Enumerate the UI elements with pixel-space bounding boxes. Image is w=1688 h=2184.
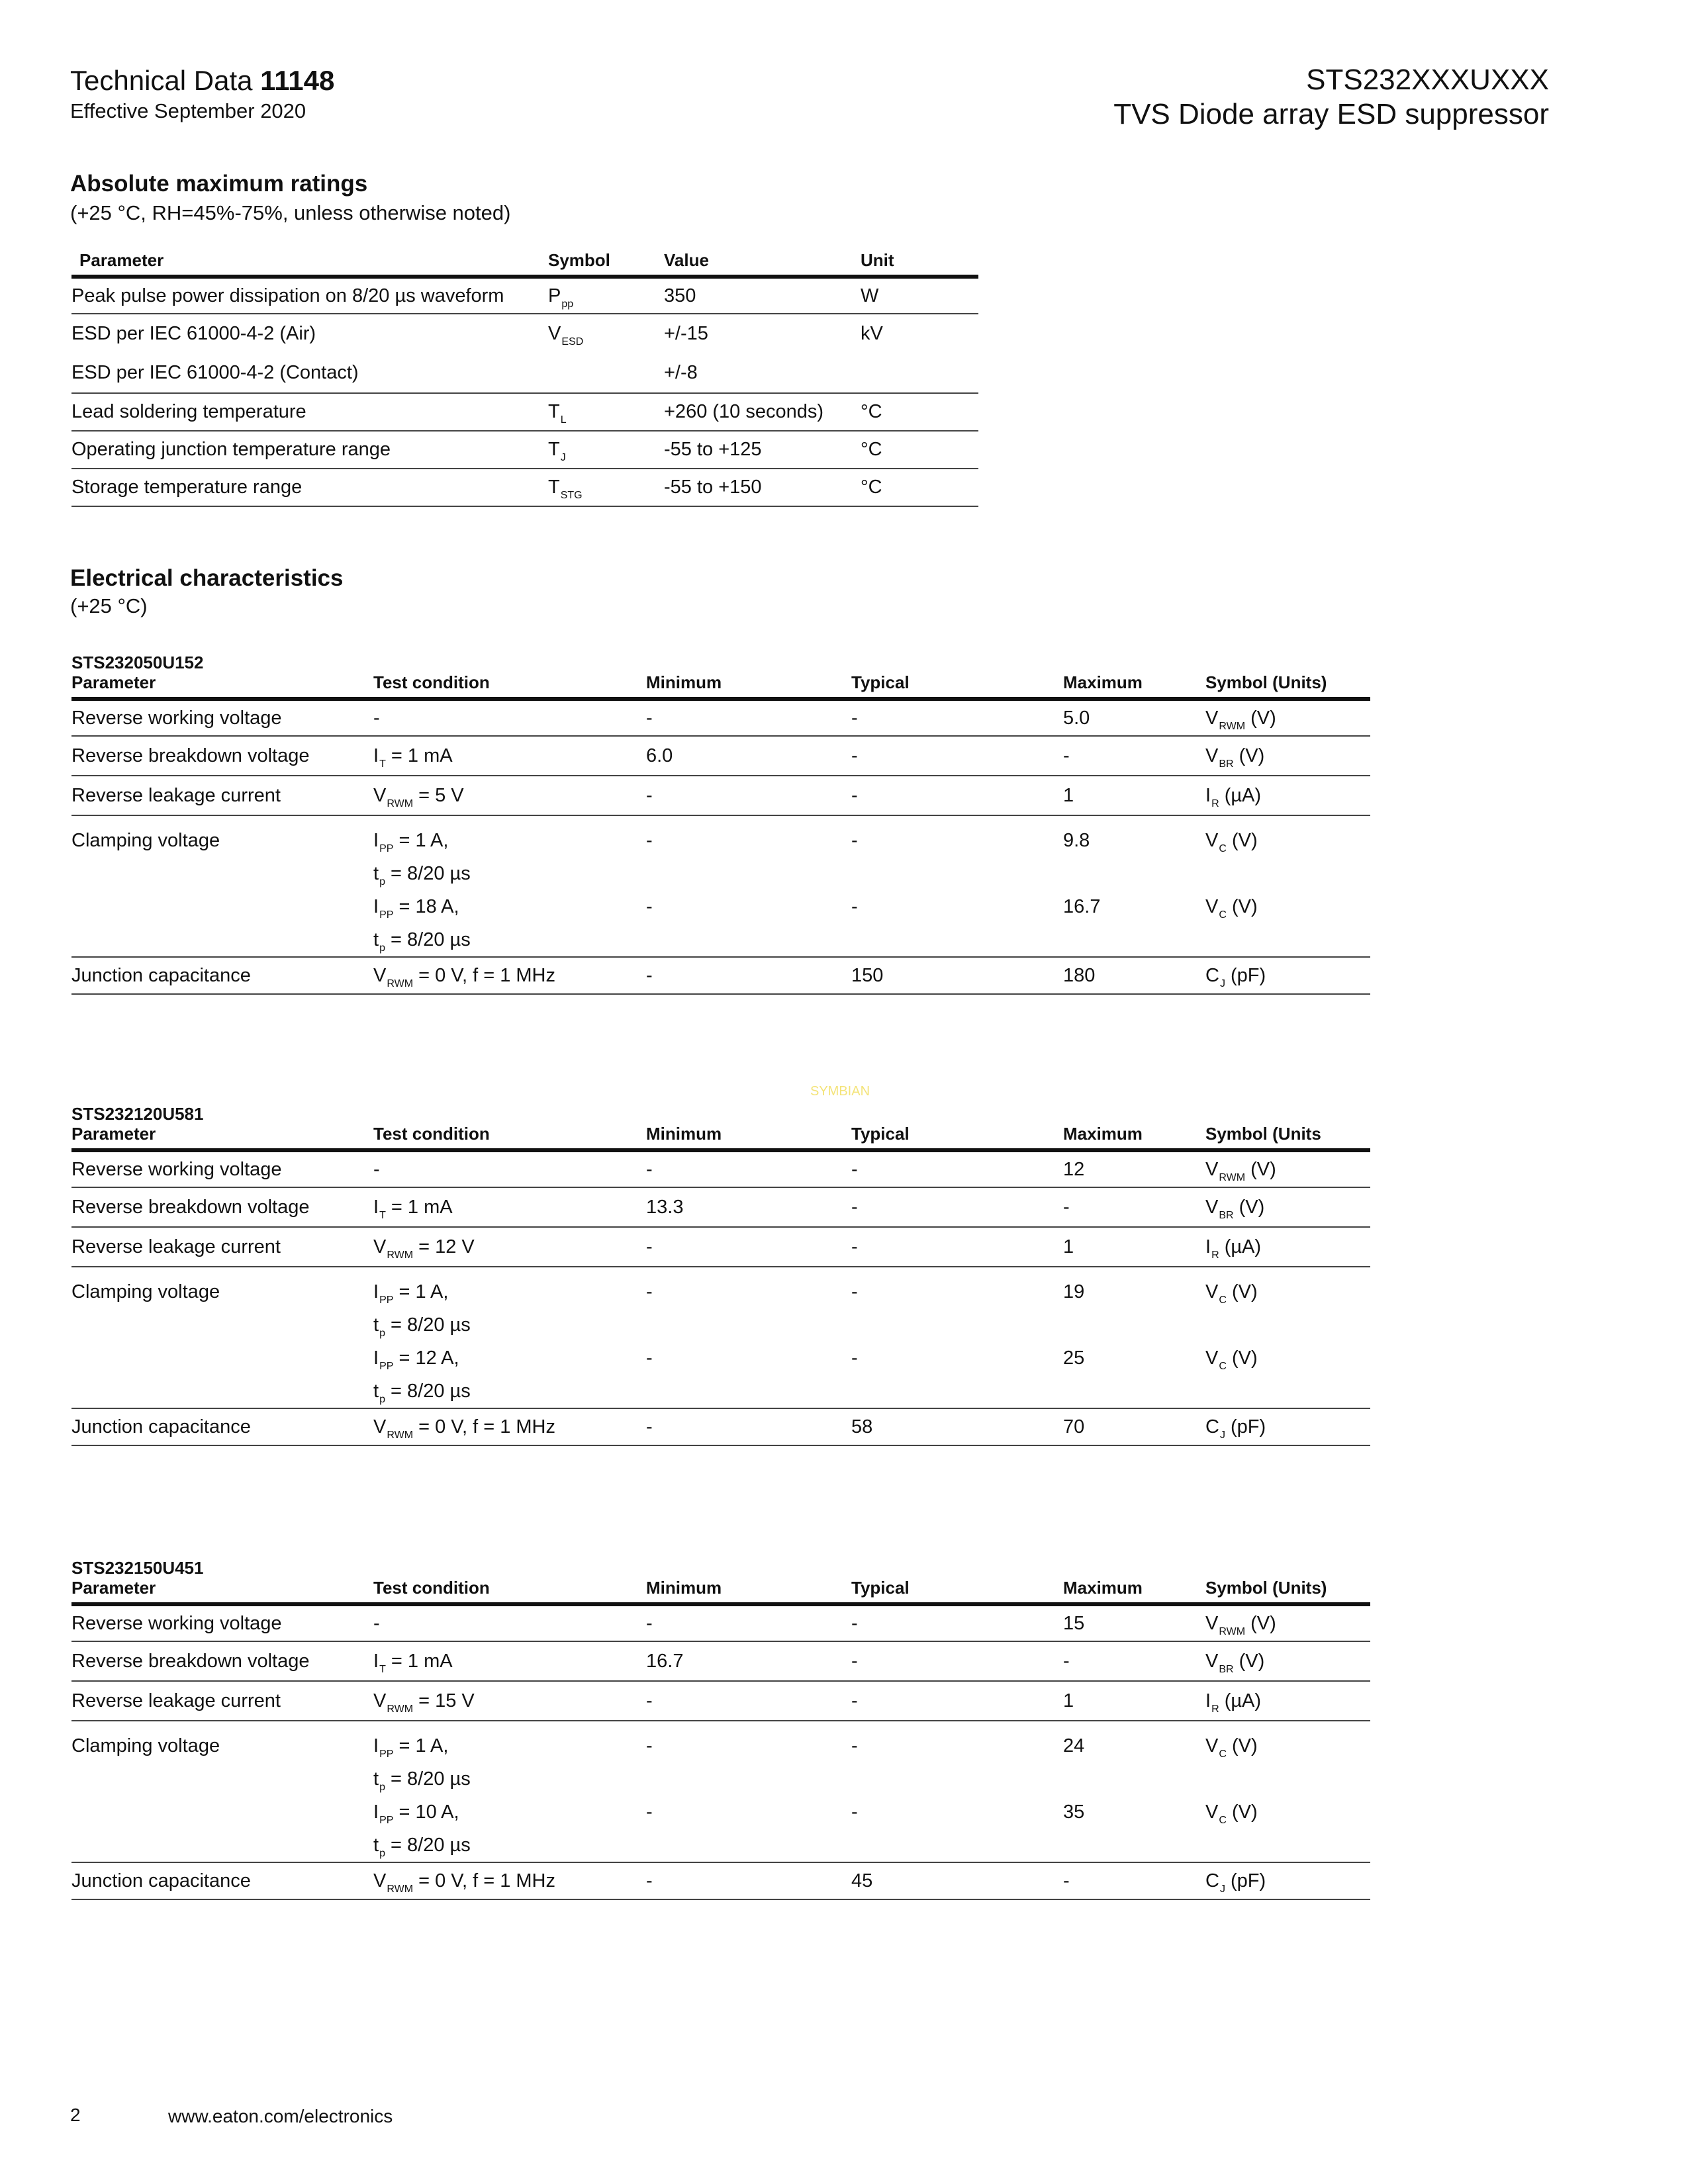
ec-max: 1 xyxy=(1063,776,1205,815)
ec-test: - xyxy=(373,699,646,736)
ec-min: - xyxy=(646,957,851,994)
ec-typ: - xyxy=(851,1187,1063,1227)
ec-max: 9.8 16.7 xyxy=(1063,815,1205,957)
ec-max: - xyxy=(1063,1862,1205,1899)
amr-row xyxy=(71,314,978,353)
ec-header-min: Minimum xyxy=(646,1121,851,1150)
doc-number: 11148 xyxy=(260,65,335,96)
ec-row-jc xyxy=(71,1862,1370,1899)
ec-symbol: $I_R$ (µA) xyxy=(1205,1681,1370,1721)
amr-value: -55 to +125 xyxy=(664,431,861,469)
ec-max: 12 xyxy=(1063,1150,1205,1187)
amr-value: -55 to +150 xyxy=(664,469,861,506)
ec-typ: - xyxy=(851,1227,1063,1267)
ec-typ: - xyxy=(851,1681,1063,1721)
ec-test: $V_{RWM} = 0$ V, f = 1 MHz xyxy=(373,957,646,994)
amr-subtitle: (+25 °C, RH=45%-75%, unless otherwise noted) xyxy=(70,201,511,224)
amr-header-parameter: Parameter xyxy=(71,245,548,277)
ec-row-jc xyxy=(71,1408,1370,1445)
ec-header-symbol: Symbol (Units xyxy=(1205,1121,1370,1150)
ec-parameter: Reverse breakdown voltage xyxy=(71,736,373,776)
ec-parameter: Reverse breakdown voltage xyxy=(71,1187,373,1227)
amr-row xyxy=(71,431,978,469)
ec-min: - - xyxy=(646,815,851,957)
ec-table xyxy=(71,1121,1370,1446)
ec-parameter: Reverse working voltage xyxy=(71,699,373,736)
ec-test: $I_{PP} = 1$ A, $t_p = 8/20$ µs $I_{PP} = 10$ A, $t_p = 8/20$ µs xyxy=(373,1721,646,1862)
ec-test: $I_{PP} = 1$ A, $t_p = 8/20$ µs $I_{PP} = 12$ A, $t_p = 8/20$ µs xyxy=(373,1267,646,1408)
ec-max: 24 35 xyxy=(1063,1721,1205,1862)
amr-unit: kV xyxy=(861,323,883,344)
amr-header-unit: Unit xyxy=(861,245,978,277)
ec-test: $V_{RWM} = 0$ V, f = 1 MHz xyxy=(373,1862,646,1899)
ec-header-max: Maximum xyxy=(1063,1575,1205,1604)
ec-min: - xyxy=(646,1862,851,1899)
ec-symbol: $V_{RWM}$ (V) xyxy=(1205,1604,1370,1641)
ec-symbol: $V_C$ (V) $V_C$ (V) xyxy=(1205,1721,1370,1862)
amr-symbol: $T_J$ xyxy=(548,431,664,469)
ec-max: 1 xyxy=(1063,1227,1205,1267)
ec-min: - - xyxy=(646,1721,851,1862)
part-series: STS232XXXUXXX xyxy=(1306,64,1549,96)
ec-max: 5.0 xyxy=(1063,699,1205,736)
ec-row-rbv xyxy=(71,736,1370,776)
doc-label: Technical Data xyxy=(70,65,253,96)
ec-header-test: Test condition xyxy=(373,1121,646,1150)
amr-symbol: $P_{pp}$ xyxy=(548,277,664,314)
ec-min: - xyxy=(646,776,851,815)
ec-header-min: Minimum xyxy=(646,670,851,699)
ec-symbol: $I_R$ (µA) xyxy=(1205,1227,1370,1267)
part-label: STS232120U581 xyxy=(71,1104,204,1124)
amr-unit: W xyxy=(861,277,978,314)
ec-min: 16.7 xyxy=(646,1641,851,1681)
ec-row-jc xyxy=(71,957,1370,994)
ec-symbol: $C_J$ (pF) xyxy=(1205,1862,1370,1899)
ec-row-rwv xyxy=(71,1150,1370,1187)
ec-row-clamp xyxy=(71,1721,1370,1862)
amr-value: +/-8 xyxy=(664,353,861,393)
ec-header-row xyxy=(71,1575,1370,1604)
amr-header-row xyxy=(71,245,978,277)
ec-row-rlc xyxy=(71,1681,1370,1721)
ec-symbol: $V_C$ (V) $V_C$ (V) xyxy=(1205,815,1370,957)
part-label: STS232150U451 xyxy=(71,1558,204,1578)
ec-test: $I_T = 1$ mA xyxy=(373,736,646,776)
watermark-stamp: SYMBIAN xyxy=(810,1084,870,1099)
ec-table xyxy=(71,1575,1370,1900)
ec-min: - - xyxy=(646,1267,851,1408)
ec-header-parameter: Parameter xyxy=(71,670,373,699)
ec-header-parameter: Parameter xyxy=(71,1575,373,1604)
ec-typ: - xyxy=(851,1150,1063,1187)
ec-min: 6.0 xyxy=(646,736,851,776)
ec-typ: - xyxy=(851,699,1063,736)
ec-test: - xyxy=(373,1150,646,1187)
ec-test: $V_{RWM} = 5$ V xyxy=(373,776,646,815)
ec-typ: 150 xyxy=(851,957,1063,994)
ec-symbol: $C_J$ (pF) xyxy=(1205,957,1370,994)
ec-parameter: Clamping voltage xyxy=(71,1267,373,1408)
ec-typ: 58 xyxy=(851,1408,1063,1445)
ec-subtitle: (+25 °C) xyxy=(70,594,148,617)
ec-parameter: Reverse leakage current xyxy=(71,1681,373,1721)
amr-value: 350 xyxy=(664,277,861,314)
ec-max: 70 xyxy=(1063,1408,1205,1445)
ec-header-parameter: Parameter xyxy=(71,1121,373,1150)
ec-header-test: Test condition xyxy=(373,1575,646,1604)
ec-title: Electrical characteristics xyxy=(70,565,344,591)
ec-header-symbol: Symbol (Units) xyxy=(1205,670,1370,699)
ec-header-max: Maximum xyxy=(1063,670,1205,699)
amr-row xyxy=(71,469,978,506)
ec-header-test: Test condition xyxy=(373,670,646,699)
ec-parameter: Junction capacitance xyxy=(71,1862,373,1899)
ec-row-rlc xyxy=(71,1227,1370,1267)
amr-symbol xyxy=(548,353,664,393)
ec-parameter: Reverse leakage current xyxy=(71,1227,373,1267)
ec-test: - xyxy=(373,1604,646,1641)
amr-symbol: $V_{ESD}$ xyxy=(548,323,584,347)
ec-min: - xyxy=(646,1681,851,1721)
ec-row-rwv xyxy=(71,1604,1370,1641)
ec-row-rbv xyxy=(71,1641,1370,1681)
ec-table xyxy=(71,670,1370,995)
ec-typ: - xyxy=(851,1604,1063,1641)
ec-test: $V_{RWM} = 0$ V, f = 1 MHz xyxy=(373,1408,646,1445)
ec-row-rbv xyxy=(71,1187,1370,1227)
amr-symbol: $T_L$ xyxy=(548,393,664,431)
ec-test: $V_{RWM} = 12$ V xyxy=(373,1227,646,1267)
ec-min: - xyxy=(646,1150,851,1187)
ec-min: - xyxy=(646,1227,851,1267)
ec-max: - xyxy=(1063,1641,1205,1681)
ec-row-clamp xyxy=(71,1267,1370,1408)
amr-parameter: Peak pulse power dissipation on 8/20 µs waveform xyxy=(71,277,548,314)
amr-unit: °C xyxy=(861,393,978,431)
amr-title: Absolute maximum ratings xyxy=(70,171,368,197)
ec-min: - xyxy=(646,699,851,736)
ec-max: 180 xyxy=(1063,957,1205,994)
amr-parameter: Storage temperature range xyxy=(71,469,548,506)
ec-max: - xyxy=(1063,1187,1205,1227)
ec-parameter: Junction capacitance xyxy=(71,957,373,994)
ec-symbol: $V_{BR}$ (V) xyxy=(1205,1187,1370,1227)
ec-typ: - - xyxy=(851,1721,1063,1862)
ec-max: 19 25 xyxy=(1063,1267,1205,1408)
ec-header-min: Minimum xyxy=(646,1575,851,1604)
effective-date: Effective September 2020 xyxy=(70,99,306,122)
footer-url: www.eaton.com/electronics xyxy=(168,2106,393,2126)
amr-unit: °C xyxy=(861,469,978,506)
ec-parameter: Clamping voltage xyxy=(71,815,373,957)
amr-unit: °C xyxy=(861,431,978,469)
ec-row-clamp xyxy=(71,815,1370,957)
amr-parameter: Lead soldering temperature xyxy=(71,393,548,431)
ec-header-max: Maximum xyxy=(1063,1121,1205,1150)
ec-test: $I_T = 1$ mA xyxy=(373,1187,646,1227)
ec-row-rwv xyxy=(71,699,1370,736)
ec-header-row xyxy=(71,1121,1370,1150)
amr-table xyxy=(71,245,978,507)
amr-unit xyxy=(861,353,978,393)
ec-max: - xyxy=(1063,736,1205,776)
ec-typ: - - xyxy=(851,815,1063,957)
ec-parameter: Clamping voltage xyxy=(71,1721,373,1862)
ec-test: $I_{PP} = 1$ A, $t_p = 8/20$ µs $I_{PP} = 18$ A, $t_p = 8/20$ µs xyxy=(373,815,646,957)
ec-min: 13.3 xyxy=(646,1187,851,1227)
part-label: STS232050U152 xyxy=(71,653,204,672)
amr-parameter: ESD per IEC 61000-4-2 (Contact) xyxy=(71,353,548,393)
amr-value: +260 (10 seconds) xyxy=(664,393,861,431)
ec-symbol: $I_R$ (µA) xyxy=(1205,776,1370,815)
ec-symbol: $V_{BR}$ (V) xyxy=(1205,1641,1370,1681)
ec-parameter: Reverse leakage current xyxy=(71,776,373,815)
ec-header-typ: Typical xyxy=(851,1121,1063,1150)
amr-parameter: Operating junction temperature range xyxy=(71,431,548,469)
ec-max: 15 xyxy=(1063,1604,1205,1641)
ec-test: $V_{RWM} = 15$ V xyxy=(373,1681,646,1721)
ec-symbol: $V_C$ (V) $V_C$ (V) xyxy=(1205,1267,1370,1408)
ec-typ: - xyxy=(851,776,1063,815)
ec-parameter: Reverse breakdown voltage xyxy=(71,1641,373,1681)
ec-min: - xyxy=(646,1604,851,1641)
ec-header-typ: Typical xyxy=(851,670,1063,699)
ec-typ: 45 xyxy=(851,1862,1063,1899)
product-name: TVS Diode array ESD suppressor xyxy=(1113,98,1549,130)
ec-row-rlc xyxy=(71,776,1370,815)
ec-typ: - xyxy=(851,736,1063,776)
ec-parameter: Reverse working voltage xyxy=(71,1604,373,1641)
amr-row xyxy=(71,277,978,314)
amr-parameter: ESD per IEC 61000-4-2 (Air) xyxy=(71,323,316,344)
ec-header-typ: Typical xyxy=(851,1575,1063,1604)
ec-parameter: Reverse working voltage xyxy=(71,1150,373,1187)
ec-header-symbol: Symbol (Units) xyxy=(1205,1575,1370,1604)
ec-header-row xyxy=(71,670,1370,699)
ec-test: $I_T = 1$ mA xyxy=(373,1641,646,1681)
amr-value: +/-15 xyxy=(664,323,708,344)
doc-title xyxy=(70,64,334,98)
amr-row xyxy=(71,353,978,393)
ec-symbol: $V_{RWM}$ (V) xyxy=(1205,699,1370,736)
ec-symbol: $V_{RWM}$ (V) xyxy=(1205,1150,1370,1187)
ec-symbol: $V_{BR}$ (V) xyxy=(1205,736,1370,776)
ec-max: 1 xyxy=(1063,1681,1205,1721)
ec-symbol: $C_J$ (pF) xyxy=(1205,1408,1370,1445)
amr-header-value: Value xyxy=(664,245,861,277)
amr-symbol: $T_{STG}$ xyxy=(548,469,664,506)
ec-min: - xyxy=(646,1408,851,1445)
amr-row xyxy=(71,393,978,431)
ec-typ: - - xyxy=(851,1267,1063,1408)
ec-typ: - xyxy=(851,1641,1063,1681)
amr-header-symbol: Symbol xyxy=(548,245,664,277)
ec-parameter: Junction capacitance xyxy=(71,1408,373,1445)
page-number: 2 xyxy=(70,2105,81,2125)
